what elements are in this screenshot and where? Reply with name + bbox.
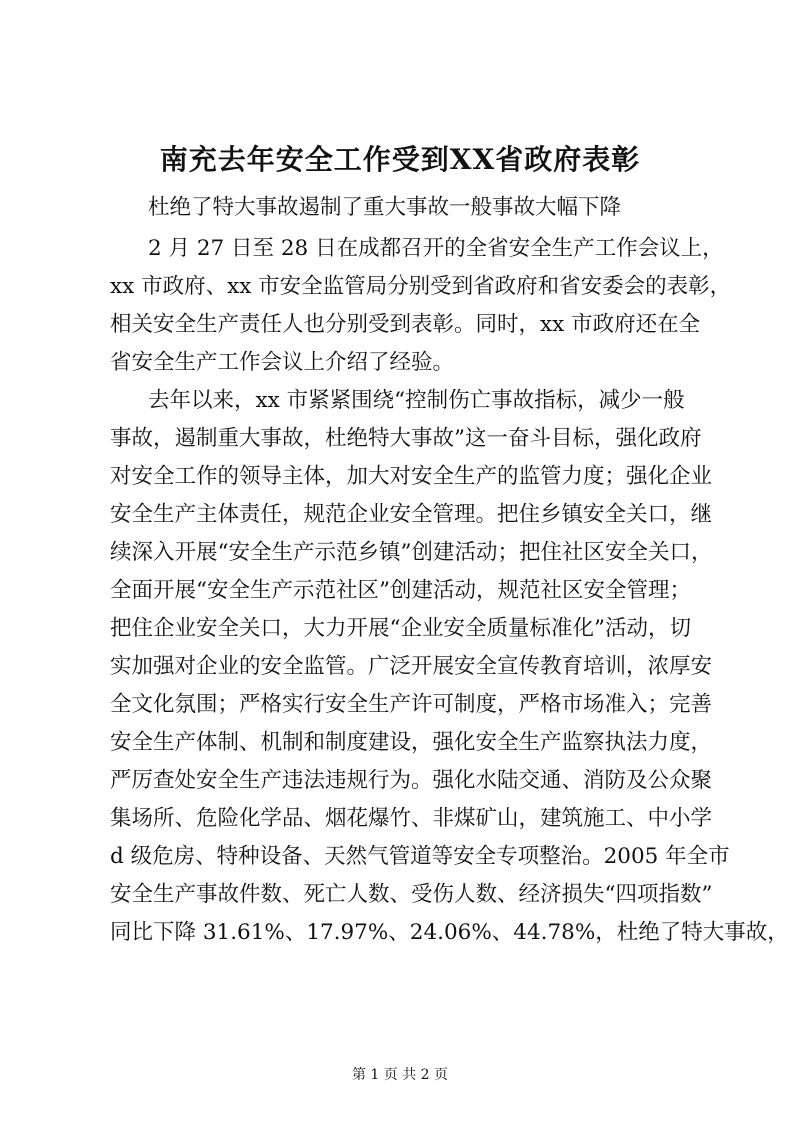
paragraph-2-line-2: 事故，遏制重大事故，杜绝特大事故”这一奋斗目标，强化政府 <box>110 426 702 451</box>
paragraph-2-line-9: 全文化氛围；严格实行安全生产许可制度，严格市场准入；完善 <box>110 692 713 717</box>
document-subtitle: 杜绝了特大事故遏制了重大事故一般事故大幅下降 <box>148 195 622 220</box>
paragraph-2-line-5: 续深入开展“安全生产示范乡镇”创建活动；把住社区安全关口， <box>110 540 713 565</box>
page-indicator: 第 1 页 共 2 页 <box>351 1067 449 1083</box>
paragraph-2-line-10: 安全生产体制、机制和制度建设，强化安全生产监察执法力度， <box>110 730 713 755</box>
paragraph-2-line-6: 全面开展“安全生产示范社区”创建活动，规范社区安全管理； <box>110 578 691 603</box>
paragraph-2-line-13: d 级危房、特种设备、天然气管道等安全专项整治。2005 年全市 <box>110 844 730 869</box>
paragraph-2-line-4: 安全生产主体责任，规范企业安全管理。把住乡镇安全关口，继 <box>110 502 713 527</box>
paragraph-2-line-11: 严厉查处安全生产违法违规行为。强化水陆交通、消防及公众聚 <box>110 768 713 793</box>
paragraph-2-line-7: 把住企业安全关口，大力开展“企业安全质量标准化”活动，切 <box>110 616 691 641</box>
paragraph-2-line-14: 安全生产事故件数、死亡人数、受伤人数、经济损失“四项指数” <box>110 882 713 907</box>
paragraph-1-line-2: xx 市政府、xx 市安全监管局分别受到省政府和省安委会的表彰， <box>110 274 732 299</box>
paragraph-2-line-3: 对安全工作的领导主体，加大对安全生产的监管力度；强化企业 <box>110 464 713 489</box>
paragraph-1-line-4: 省安全生产工作会议上介绍了经验。 <box>110 350 455 375</box>
paragraph-2-line-15: 同比下降 31.61%、17.97%、24.06%、44.78%，杜绝了特大事故， <box>110 920 789 945</box>
document-title: 南充去年安全工作受到XX省政府表彰 <box>159 143 641 176</box>
paragraph-2-line-12: 集场所、危险化学品、烟花爆竹、非煤矿山，建筑施工、中小学 <box>110 806 713 831</box>
paragraph-1-line-1: 2 月 27 日至 28 日在成都召开的全省安全生产工作会议上， <box>148 236 724 261</box>
paragraph-2-line-8: 实加强对企业的安全监管。广泛开展安全宣传教育培训，浓厚安 <box>110 654 713 679</box>
paragraph-1-line-3: 相关安全生产责任人也分别受到表彰。同时，xx 市政府还在全 <box>110 312 701 337</box>
paragraph-2-line-1: 去年以来，xx 市紧紧围绕“控制伤亡事故指标，减少一般 <box>148 388 685 413</box>
